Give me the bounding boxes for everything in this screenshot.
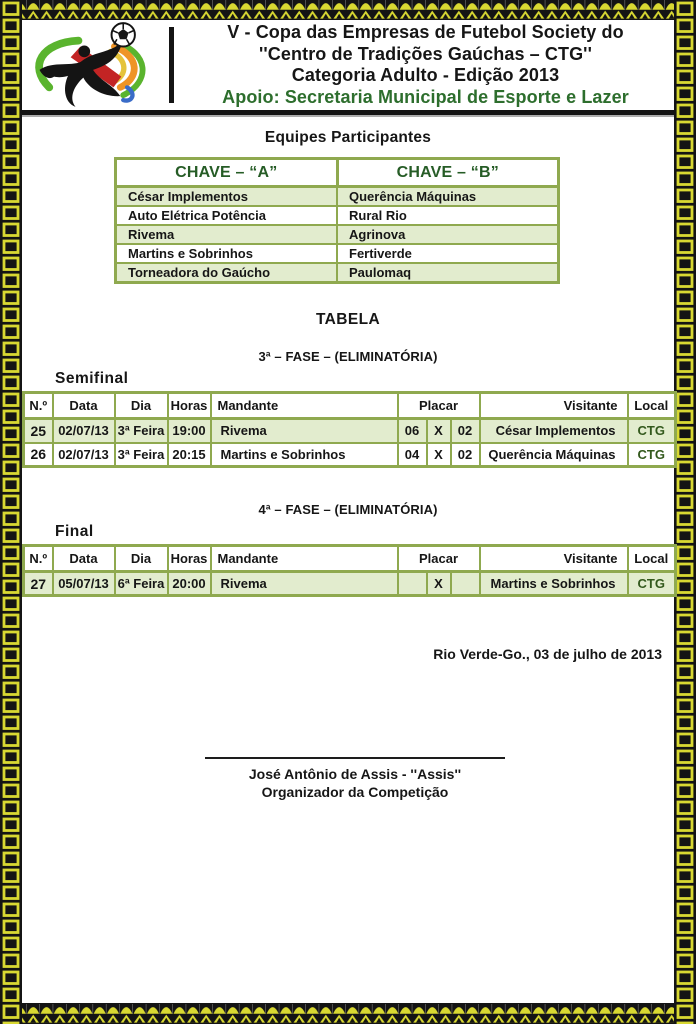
match-dia: 6ª Feira	[115, 572, 168, 596]
round-label-semifinal: Semifinal	[55, 370, 129, 387]
header-rule	[22, 110, 674, 115]
title-line-3: Categoria Adulto - Edição 2013	[291, 65, 560, 85]
match-data: 02/07/13	[53, 419, 115, 443]
team-cell: Fertiverde	[337, 244, 559, 263]
match-local: CTG	[628, 572, 676, 596]
round-label-final: Final	[55, 523, 94, 540]
phase-2-title: 4ª – FASE – (ELIMINATÓRIA)	[258, 502, 438, 517]
match-visitante: Querência Máquinas	[480, 443, 628, 467]
tournament-logo	[22, 21, 168, 109]
signature-role: Organizador da Competição	[261, 784, 449, 800]
team-cell: Martins e Sobrinhos	[116, 244, 338, 263]
col-header-mandante: Mandante	[211, 393, 398, 419]
match-row-25	[24, 419, 676, 443]
team-cell: Torneadora do Gaúcho	[116, 263, 338, 283]
team-cell: Agrinova	[337, 225, 559, 244]
header-titles	[177, 22, 674, 108]
match-horas: 20:00	[168, 572, 211, 596]
col-header-visitante: Visitante	[480, 546, 628, 572]
tabela-title: TABELA	[315, 311, 381, 328]
teams-section-title: Equipes Participantes	[264, 129, 432, 146]
col-header-visitante: Visitante	[480, 393, 628, 419]
col-header-data: Data	[53, 546, 115, 572]
match-header-row	[24, 546, 676, 572]
title-line-2: ''Centro de Tradições Gaúchas – CTG''	[259, 43, 592, 64]
match-placar-mandante: 04	[398, 443, 427, 467]
match-mandante: Martins e Sobrinhos	[211, 443, 398, 467]
chave-a-header: CHAVE – “A”	[116, 159, 338, 187]
signature-name: José Antônio de Assis - ''Assis''	[248, 766, 462, 782]
soccer-player-logo-graphic	[22, 21, 168, 109]
match-mandante: Rivema	[211, 419, 398, 443]
col-header-dia: Dia	[115, 546, 168, 572]
match-data: 02/07/13	[53, 443, 115, 467]
match-num: 27	[24, 572, 53, 596]
match-placar-visitante: 02	[451, 443, 480, 467]
match-placar-visitante	[451, 572, 480, 596]
signature-block	[205, 757, 505, 801]
match-row-26	[24, 443, 676, 467]
match-mandante: Rivema	[211, 572, 398, 596]
team-cell: Rural Rio	[337, 206, 559, 225]
col-header-data: Data	[53, 393, 115, 419]
team-cell: Querência Máquinas	[337, 187, 559, 207]
col-header-horas: Horas	[168, 546, 211, 572]
match-placar-mandante: 06	[398, 419, 427, 443]
teams-header-row	[116, 159, 559, 187]
match-visitante: Martins e Sobrinhos	[480, 572, 628, 596]
final-table	[22, 544, 677, 597]
team-cell: Rivema	[116, 225, 338, 244]
match-visitante: César Implementos	[480, 419, 628, 443]
page-content	[22, 20, 674, 1003]
support-line: Apoio: Secretaria Municipal de Esporte e Lazer	[222, 86, 629, 107]
match-num: 26	[24, 443, 53, 467]
match-placar-x: X	[427, 572, 451, 596]
col-header-local: Local	[628, 393, 676, 419]
col-header-placar: Placar	[398, 546, 480, 572]
header	[22, 21, 674, 109]
border-bottom-band	[0, 1003, 696, 1024]
col-header-placar: Placar	[398, 393, 480, 419]
match-row-27	[24, 572, 676, 596]
team-cell: Paulomaq	[337, 263, 559, 283]
border-top-band	[0, 0, 696, 20]
match-header-row	[24, 393, 676, 419]
match-local: CTG	[628, 443, 676, 467]
match-local: CTG	[628, 419, 676, 443]
col-header-local: Local	[628, 546, 676, 572]
match-dia: 3ª Feira	[115, 419, 168, 443]
teams-table	[114, 157, 560, 284]
phase-1-title: 3ª – FASE – (ELIMINATÓRIA)	[258, 349, 438, 364]
team-cell: César Implementos	[116, 187, 338, 207]
chave-b-header: CHAVE – “B”	[337, 159, 559, 187]
col-header-dia: Dia	[115, 393, 168, 419]
match-placar-visitante: 02	[451, 419, 480, 443]
match-horas: 20:15	[168, 443, 211, 467]
team-row	[116, 206, 559, 225]
match-placar-x: X	[427, 419, 451, 443]
title-line-1: V - Copa das Empresas de Futebol Society do	[227, 22, 624, 42]
date-line: Rio Verde-Go., 03 de julho de 2013	[433, 646, 662, 662]
match-placar-mandante	[398, 572, 427, 596]
team-row	[116, 263, 559, 283]
col-header-num: N.º	[24, 393, 53, 419]
match-data: 05/07/13	[53, 572, 115, 596]
team-row	[116, 244, 559, 263]
match-num: 25	[24, 419, 53, 443]
team-row	[116, 187, 559, 207]
team-cell: Auto Elétrica Potência	[116, 206, 338, 225]
signature-line	[205, 757, 505, 759]
semifinal-table	[22, 391, 677, 468]
header-divider-bar	[169, 27, 174, 103]
match-horas: 19:00	[168, 419, 211, 443]
border-right-band	[674, 0, 696, 1024]
col-header-num: N.º	[24, 546, 53, 572]
col-header-horas: Horas	[168, 393, 211, 419]
match-placar-x: X	[427, 443, 451, 467]
border-left-band	[0, 0, 22, 1024]
team-row	[116, 225, 559, 244]
col-header-mandante: Mandante	[211, 546, 398, 572]
match-dia: 3ª Feira	[115, 443, 168, 467]
